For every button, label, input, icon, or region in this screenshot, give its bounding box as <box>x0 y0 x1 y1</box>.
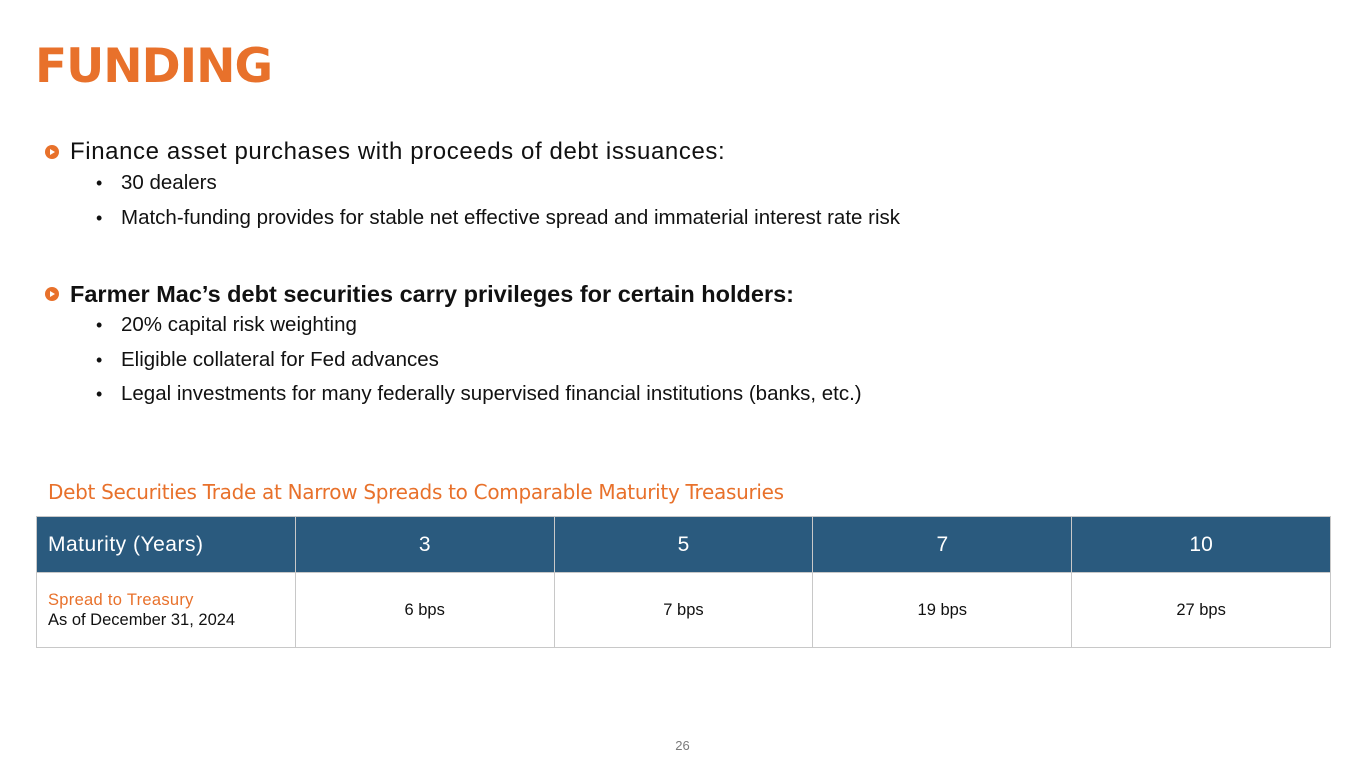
list-item-text: Eligible collateral for Fed advances <box>121 347 439 371</box>
table-header-cell: 10 <box>1072 517 1331 573</box>
bullet-dot-icon: • <box>96 349 103 370</box>
table-header-cell: 3 <box>295 517 554 573</box>
bullet-list <box>45 308 862 412</box>
circle-arrow-right-icon <box>45 145 59 159</box>
bullet-dot-icon: • <box>96 315 103 335</box>
bullet-dot-icon: • <box>96 384 103 404</box>
row-sublabel: As of December 31, 2024 <box>48 611 236 629</box>
bullet-dot-icon: • <box>96 207 103 228</box>
list-item-text: Legal investments for many federally supervised financial institutions (banks, etc.) <box>121 382 862 405</box>
list-item <box>45 166 900 201</box>
table-header-row <box>37 517 1331 573</box>
table-cell: 7 bps <box>554 573 813 648</box>
table-row <box>37 573 1331 648</box>
list-item <box>45 377 862 412</box>
page-title: FUNDING <box>35 39 273 94</box>
table-header-cell: 5 <box>554 517 813 573</box>
section-holder-privileges <box>45 280 862 412</box>
table-caption: Debt Securities Trade at Narrow Spreads to Comparable Maturity Treasuries <box>48 480 784 504</box>
section-heading <box>45 138 900 166</box>
table-cell: 6 bps <box>295 573 554 648</box>
bullet-list <box>45 166 900 235</box>
table-cell: 27 bps <box>1072 573 1331 648</box>
page-number: 26 <box>675 738 690 753</box>
table-header-label: Maturity (Years) <box>37 517 296 573</box>
table-header-cell: 7 <box>813 517 1072 573</box>
section-debt-issuances <box>45 138 900 235</box>
list-item-text: Match-funding provides for stable net effective spread and immaterial interest rate risk <box>121 205 900 229</box>
list-item <box>45 308 862 343</box>
row-label-cell <box>37 573 296 648</box>
bullet-dot-icon: • <box>96 173 103 193</box>
table-cell: 19 bps <box>813 573 1072 648</box>
list-item <box>45 343 862 378</box>
list-item-text: 30 dealers <box>121 171 217 194</box>
circle-arrow-right-icon <box>45 287 59 301</box>
list-item <box>45 201 900 236</box>
section-heading <box>45 280 862 308</box>
row-label: Spread to Treasury <box>48 591 194 609</box>
section-heading-text: Finance asset purchases with proceeds of debt issuances: <box>70 138 726 165</box>
spreads-table <box>36 516 1331 648</box>
list-item-text: 20% capital risk weighting <box>121 313 357 336</box>
section-heading-text: Farmer Mac’s debt securities carry privileges for certain holders: <box>70 280 795 307</box>
